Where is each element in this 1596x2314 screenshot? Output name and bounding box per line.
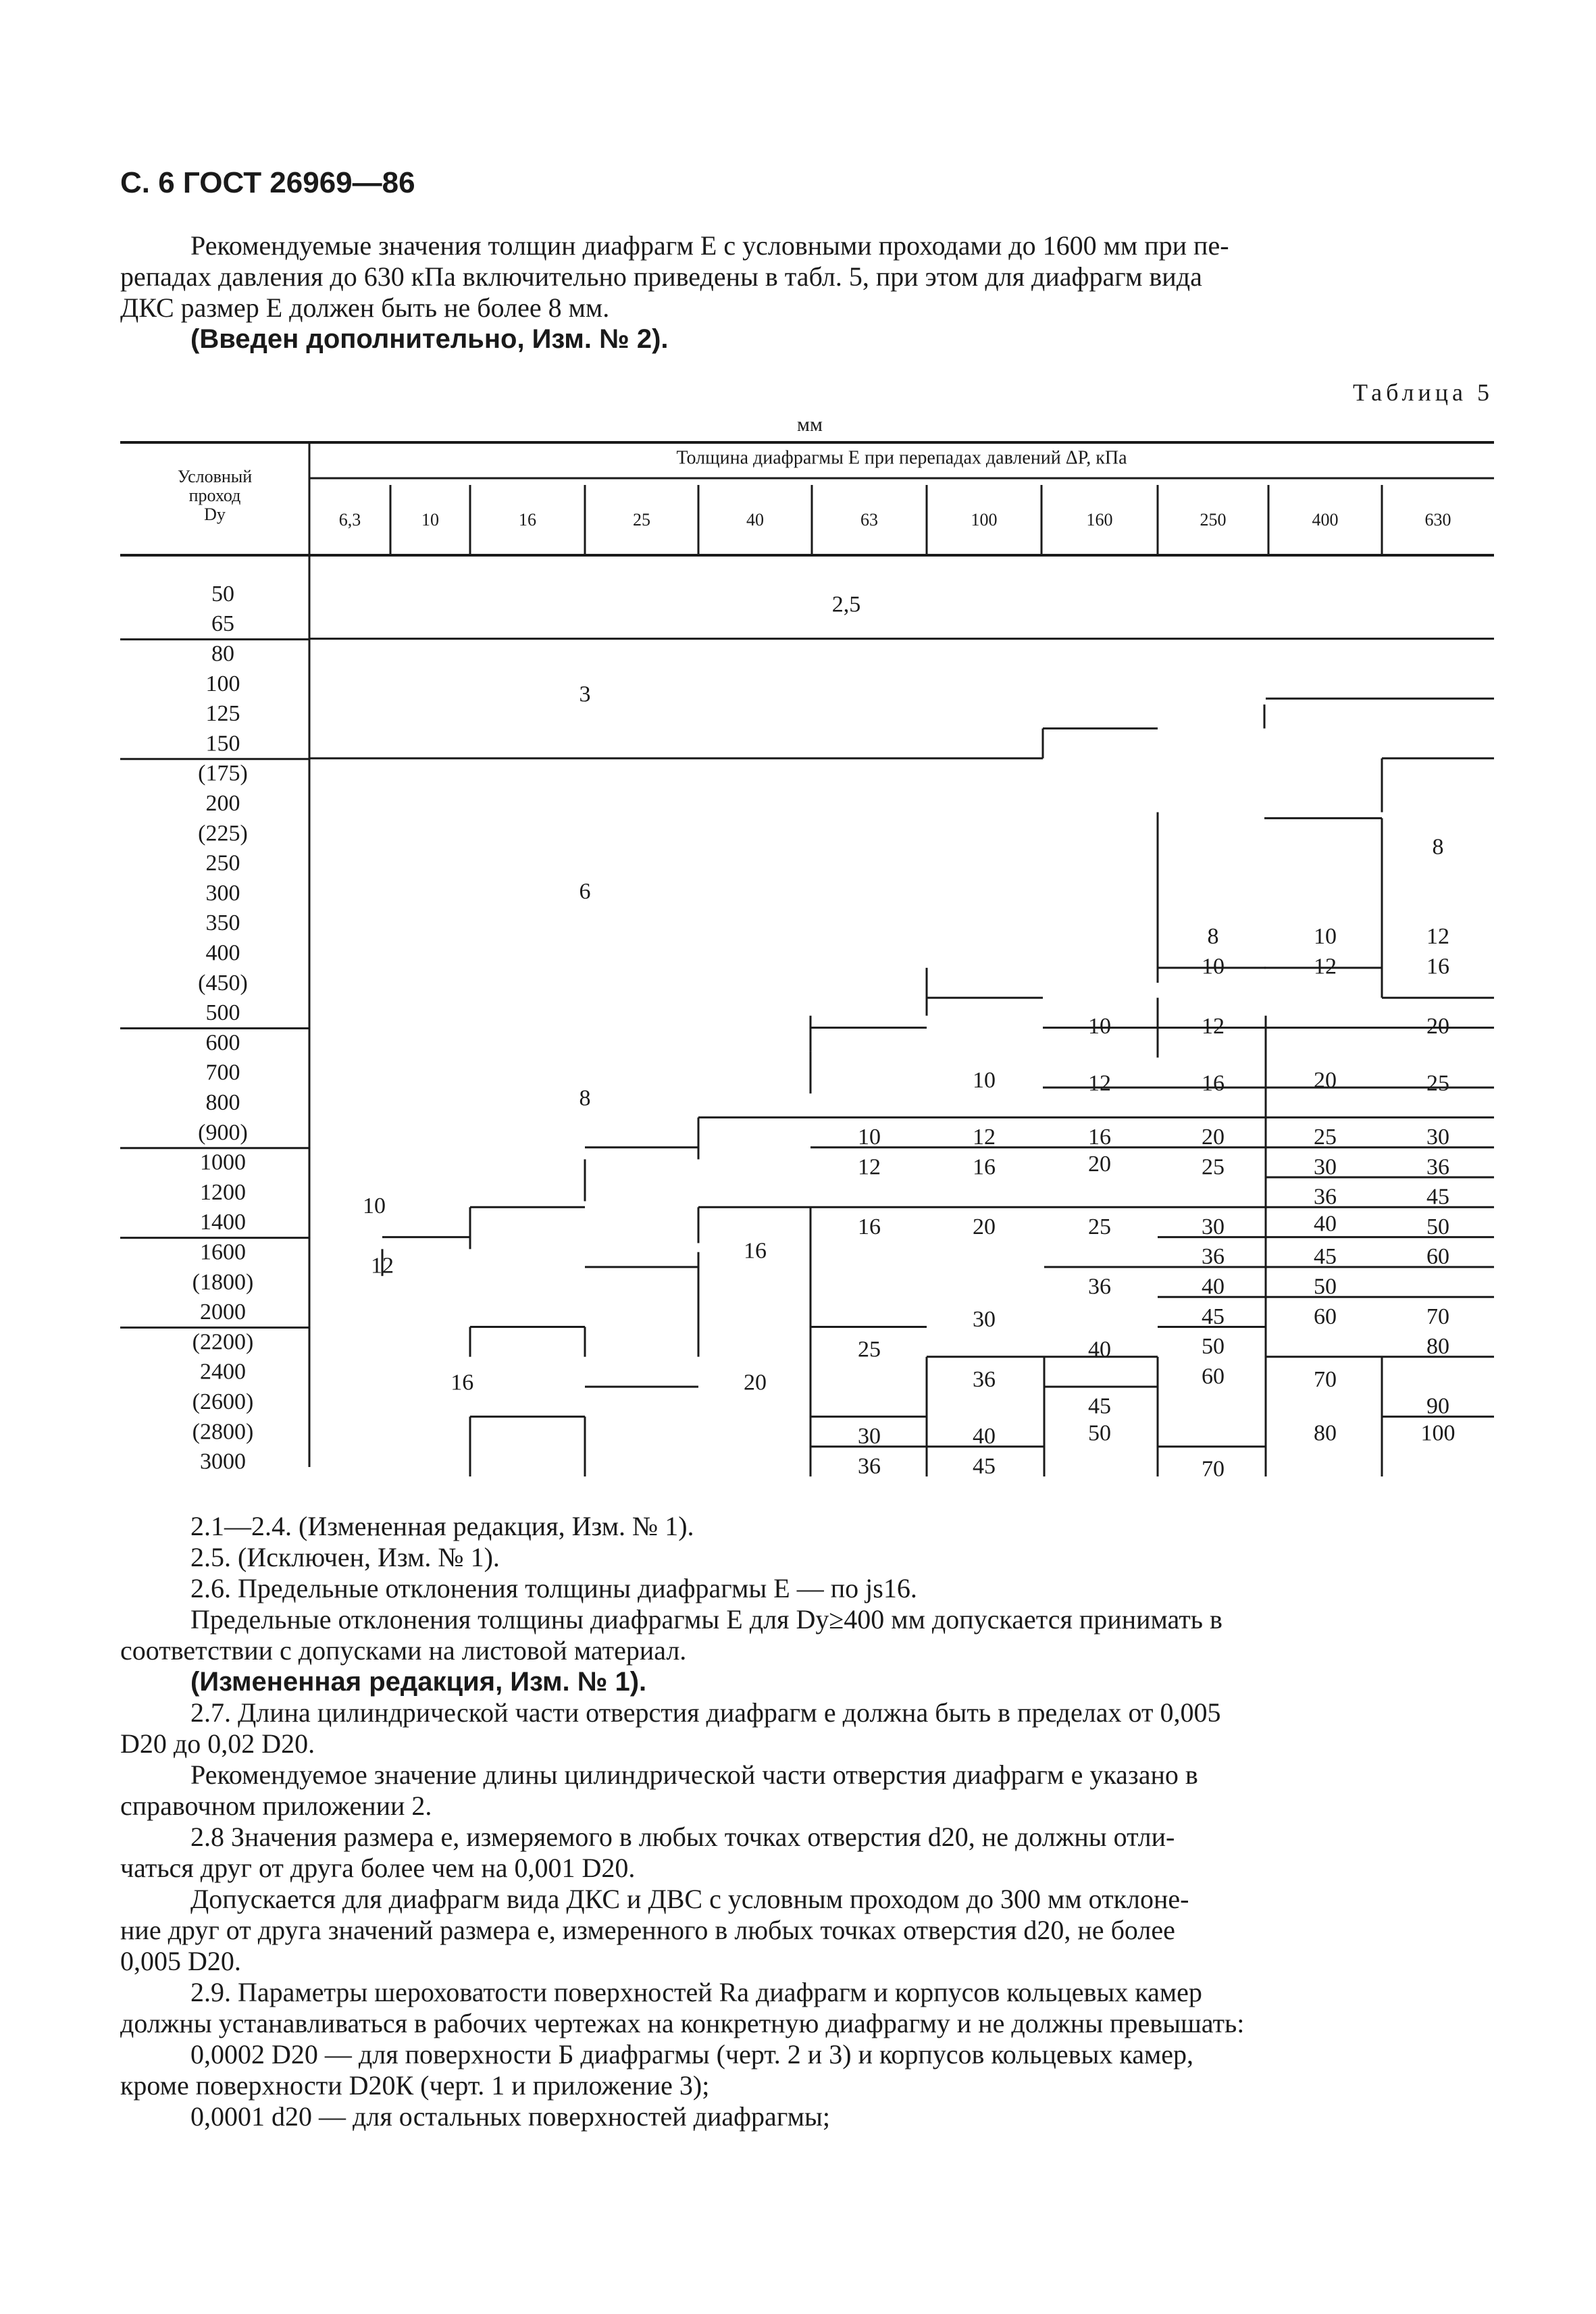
clause-2-8-allow: Допускается для диафрагм вида ДКС и ДВС с условным проходом до 300 мм отклоне-: [190, 1884, 1189, 1914]
table-cell-value: 12: [858, 1154, 881, 1180]
table-cell-value: 8: [1207, 924, 1219, 950]
table-cell-value: 20: [1426, 1014, 1449, 1039]
table-cell-value: 12: [371, 1253, 394, 1279]
row-label: 400: [205, 940, 240, 966]
table-cell-value: 36: [1202, 1244, 1225, 1270]
table-cell-value: 60: [1314, 1304, 1337, 1329]
table-cell-value: 40: [973, 1423, 996, 1449]
table-cell-value: 90: [1426, 1393, 1449, 1419]
row-label: (450): [198, 970, 248, 996]
intro-line-2: репадах давления до 630 кПа включительно приведены в табл. 5, при этом для диафрагм вида: [120, 261, 1202, 292]
clause-2-9-item-2: 0,0001 d20 — для остальных поверхностей диафрагмы;: [190, 2101, 830, 2132]
row-label: 1000: [200, 1150, 246, 1175]
row-label: 600: [205, 1030, 240, 1056]
column-header: 100: [971, 509, 998, 530]
clause-2-8: 2.8 Значения размера e, измеряемого в любых точках отверстия d20, не должны отли-: [190, 1822, 1175, 1852]
table-cell-value: 16: [858, 1214, 881, 1239]
column-header: 25: [633, 509, 650, 530]
clause-2-8-cont: чаться друг от друга более чем на 0,001 D20.: [120, 1853, 636, 1883]
table-cell-value: 30: [973, 1307, 996, 1333]
row-label: 2400: [200, 1359, 246, 1385]
table-cell-value: 70: [1314, 1366, 1337, 1392]
column-header: 16: [519, 509, 536, 530]
column-header: 400: [1312, 509, 1339, 530]
table-cell-value: 12: [1202, 1014, 1225, 1039]
clause-2-9-cont: должны устанавливаться в рабочих чертежах на конкретную диафрагму и не должны превышать:: [120, 2008, 1245, 2038]
row-label: (2200): [192, 1329, 254, 1355]
table-cell-value: 40: [1314, 1211, 1337, 1237]
row-header-line-1: Условный: [177, 466, 253, 486]
table-cell-value: 36: [1314, 1184, 1337, 1210]
column-header: 630: [1424, 509, 1451, 530]
table-cell-value: 10: [973, 1067, 996, 1093]
row-label: 1200: [200, 1179, 246, 1205]
table-cell-value: 100: [1420, 1420, 1456, 1446]
table-cell-value: 10: [1202, 954, 1225, 979]
table-cell-value: 20: [1088, 1151, 1111, 1177]
clause-2-7-rec: Рекомендуемое значение длины цилиндрической части отверстия диафрагм e указано в: [190, 1759, 1198, 1790]
column-header: 250: [1200, 509, 1227, 530]
row-label: 700: [205, 1060, 240, 1085]
table-cell-value: 10: [363, 1193, 386, 1218]
row-label: 500: [205, 1000, 240, 1026]
row-label: 125: [205, 701, 240, 727]
clause-2-6-cont-2: соответствии с допусками на листовой материал.: [120, 1635, 687, 1666]
table-cell-value: 30: [858, 1423, 881, 1449]
clause-2-9-item-1: 0,0002 D20 — для поверхности Б диафрагмы (черт. 2 и 3) и корпусов кольцевых камер,: [190, 2039, 1194, 2069]
table-cell-value: 30: [1202, 1214, 1225, 1239]
table-cell-value: 2,5: [831, 592, 861, 617]
clause-2-1-2-4: 2.1—2.4. (Измененная редакция, Изм. № 1).: [190, 1511, 694, 1541]
row-header-line-3: Dу: [204, 504, 226, 524]
table-cell-value: 8: [579, 1085, 591, 1111]
clause-2-9: 2.9. Параметры шероховатости поверхностей Ra диафрагм и корпусов кольцевых камер: [190, 1977, 1202, 2007]
table-cell-value: 12: [1426, 924, 1449, 950]
row-label: (175): [198, 761, 248, 786]
column-header: 6,3: [338, 509, 361, 530]
table-cell-value: 10: [1088, 1014, 1111, 1039]
clause-2-6-amendment: (Измененная редакция, Изм. № 1).: [190, 1667, 647, 1697]
table-cell-value: 6: [579, 879, 591, 904]
clause-2-5: 2.5. (Исключен, Изм. № 1).: [190, 1542, 500, 1572]
row-label: (1800): [192, 1269, 254, 1295]
table-group-header: Толщина диафрагмы E при перепадах давлений ΔP, кПа: [676, 447, 1127, 469]
table-cell-value: 45: [973, 1454, 996, 1479]
table-cell-value: 16: [1426, 954, 1449, 979]
table-cell-value: 80: [1426, 1334, 1449, 1360]
row-label: 800: [205, 1090, 240, 1116]
table-cell-value: 50: [1088, 1420, 1111, 1446]
table-cell-value: 40: [1088, 1337, 1111, 1362]
table-cell-value: 50: [1202, 1334, 1225, 1360]
row-label: 250: [205, 850, 240, 876]
table-cell-value: 16: [973, 1154, 996, 1180]
table-cell-value: 25: [1314, 1124, 1337, 1150]
table-cell-value: 70: [1202, 1456, 1225, 1482]
table-cell-value: 16: [744, 1238, 767, 1264]
row-label: (900): [198, 1120, 248, 1146]
table-cell-value: 45: [1202, 1304, 1225, 1329]
table-cell-value: 20: [973, 1214, 996, 1239]
column-header: 40: [746, 509, 764, 530]
row-header-line-2: проход: [188, 485, 241, 505]
row-label: (2600): [192, 1389, 254, 1415]
row-label: (225): [198, 821, 248, 846]
table-cell-value: 45: [1088, 1393, 1111, 1419]
row-label: 80: [211, 641, 234, 667]
table-cell-value: 16: [451, 1370, 474, 1395]
table-cell-value: 80: [1314, 1420, 1337, 1446]
table-cell-value: 10: [858, 1124, 881, 1150]
table-cell-value: 40: [1202, 1274, 1225, 1300]
column-header: 63: [860, 509, 878, 530]
row-label: 65: [211, 611, 234, 637]
row-label: 200: [205, 791, 240, 817]
row-label: 350: [205, 910, 240, 936]
table-cell-value: 3: [579, 682, 591, 707]
table-cell-value: 20: [1314, 1067, 1337, 1093]
clause-2-9-item-1-cont: кроме поверхности D20К (черт. 1 и приложение 3);: [120, 2070, 710, 2101]
table-caption: Таблица 5: [1353, 379, 1493, 406]
row-label: (2800): [192, 1419, 254, 1445]
row-label: 300: [205, 880, 240, 906]
table-cell-value: 12: [1088, 1071, 1111, 1096]
table-cell-value: 20: [744, 1370, 767, 1395]
row-label: 2000: [200, 1300, 246, 1325]
page-header: С. 6 ГОСТ 26969—86: [120, 166, 415, 199]
clause-2-7: 2.7. Длина цилиндрической части отверстия диафрагм e должна быть в пределах от 0,005: [190, 1697, 1221, 1728]
table-cell-value: 12: [973, 1124, 996, 1150]
clause-2-8-allow-cont-2: 0,005 D20.: [120, 1946, 241, 1976]
intro-amendment-note: (Введен дополнительно, Изм. № 2).: [190, 324, 669, 354]
row-label: 1400: [200, 1210, 246, 1235]
table-cell-value: 70: [1426, 1304, 1449, 1329]
clause-2-6: 2.6. Предельные отклонения толщины диафрагмы E — по js16.: [190, 1573, 917, 1603]
row-label: 50: [211, 581, 234, 607]
column-header: 10: [421, 509, 439, 530]
table-cell-value: 45: [1314, 1244, 1337, 1270]
table-cell-value: 12: [1314, 954, 1337, 979]
table-cell-value: 25: [1202, 1154, 1225, 1180]
table-cell-value: 36: [1426, 1154, 1449, 1180]
clause-2-7-rec-cont: справочном приложении 2.: [120, 1791, 432, 1821]
table-cell-value: 30: [1314, 1154, 1337, 1180]
column-header: 160: [1086, 509, 1113, 530]
table-cell-value: 50: [1314, 1274, 1337, 1300]
table-cell-value: 45: [1426, 1184, 1449, 1210]
clause-2-7-cont: D20 до 0,02 D20.: [120, 1728, 315, 1759]
table-cell-value: 60: [1202, 1364, 1225, 1389]
row-label: 150: [205, 731, 240, 756]
table-cell-value: 16: [1088, 1124, 1111, 1150]
table-cell-value: 50: [1426, 1214, 1449, 1239]
row-label: 100: [205, 671, 240, 696]
clause-2-6-cont-1: Предельные отклонения толщины диафрагмы E для Dу≥400 мм допускается принимать в: [190, 1604, 1222, 1635]
table-cell-value: 36: [858, 1454, 881, 1479]
table-units: мм: [797, 413, 823, 436]
table-cell-value: 36: [1088, 1274, 1111, 1300]
table-cell-value: 25: [858, 1337, 881, 1362]
row-label: 1600: [200, 1239, 246, 1265]
intro-line-1: Рекомендуемые значения толщин диафрагм E с условными проходами до 1600 мм при пе-: [190, 230, 1229, 261]
table-cell-value: 36: [973, 1366, 996, 1392]
table-cell-value: 25: [1088, 1214, 1111, 1239]
table-cell-value: 25: [1426, 1071, 1449, 1096]
table-cell-value: 60: [1426, 1244, 1449, 1270]
table-cell-value: 10: [1314, 924, 1337, 950]
row-label: 3000: [200, 1449, 246, 1474]
table-cell-value: 20: [1202, 1124, 1225, 1150]
table-cell-value: 30: [1426, 1124, 1449, 1150]
intro-line-3: ДКС размер E должен быть не более 8 мм.: [120, 292, 610, 323]
clause-2-8-allow-cont-1: ние друг от друга значений размера e, измеренного в любых точках отверстия d20, не более: [120, 1915, 1175, 1945]
table-cell-value: 16: [1202, 1071, 1225, 1096]
table-cell-value: 8: [1432, 834, 1444, 860]
